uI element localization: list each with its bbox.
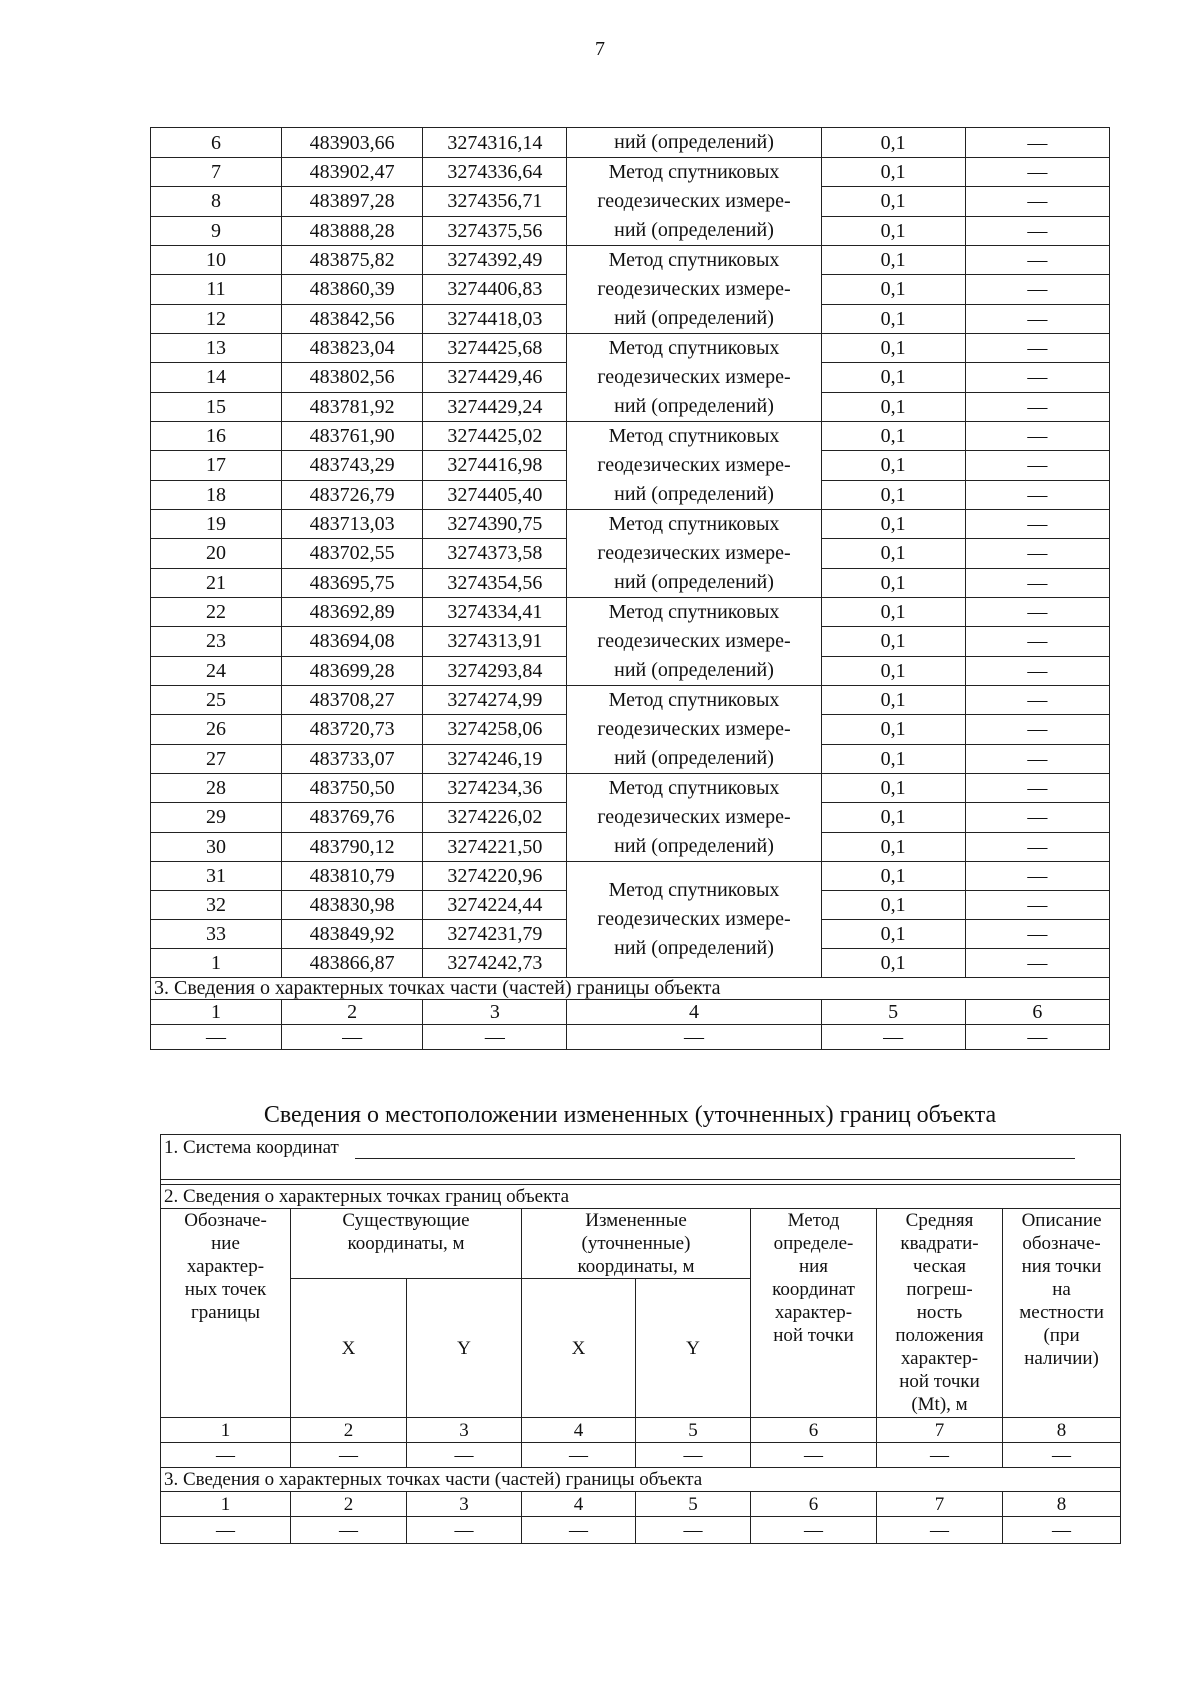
description: — bbox=[965, 949, 1109, 978]
method-line: Метод спутниковых bbox=[608, 601, 780, 623]
col-number: 7 bbox=[877, 1418, 1003, 1443]
mt-value: 0,1 bbox=[821, 598, 965, 627]
dash-row bbox=[161, 1443, 1121, 1468]
mt-value: 0,1 bbox=[821, 187, 965, 216]
dash-cell: — bbox=[291, 1443, 407, 1468]
col-number: 5 bbox=[636, 1492, 751, 1517]
mt-value: 0,1 bbox=[821, 686, 965, 715]
coord-y: 3274242,73 bbox=[423, 949, 567, 978]
col-number: 2 bbox=[282, 1000, 423, 1025]
point-number: 23 bbox=[151, 627, 282, 656]
point-number: 6 bbox=[151, 128, 282, 158]
description: — bbox=[965, 392, 1109, 421]
mt-value: 0,1 bbox=[821, 304, 965, 333]
method-line: геодезических измере- bbox=[597, 278, 791, 300]
description: — bbox=[965, 598, 1109, 627]
dash-cell: — bbox=[877, 1517, 1003, 1544]
description: — bbox=[965, 715, 1109, 744]
mt-value: 0,1 bbox=[821, 246, 965, 275]
coord-x: 483699,28 bbox=[282, 656, 423, 685]
coord-y: 3274336,64 bbox=[423, 158, 567, 187]
coord-y: 3274231,79 bbox=[423, 920, 567, 949]
description: — bbox=[965, 304, 1109, 333]
section3-numbers-row bbox=[161, 1492, 1121, 1517]
mt-value: 0,1 bbox=[821, 832, 965, 861]
header-mt: Средняя квадрати- ческая погреш- ность положения характер- ной точки (Mt), м bbox=[877, 1209, 1003, 1418]
mt-value: 0,1 bbox=[821, 363, 965, 392]
method-line: ний (определений) bbox=[614, 835, 774, 857]
header-changed-coordinates: Измененные (уточненные) координаты, м bbox=[522, 1209, 751, 1279]
section3-headers-row bbox=[151, 1000, 1110, 1025]
dash-cell: — bbox=[1003, 1517, 1121, 1544]
coord-y: 3274334,41 bbox=[423, 598, 567, 627]
mt-value: 0,1 bbox=[821, 774, 965, 803]
method-line: ний (определений) bbox=[614, 219, 774, 241]
coordinate-system-line bbox=[355, 1140, 1075, 1159]
page-number: 7 bbox=[595, 38, 605, 60]
mt-value: 0,1 bbox=[821, 656, 965, 685]
header-existing-coordinates: Существующие координаты, м bbox=[291, 1209, 522, 1279]
method-cell bbox=[567, 598, 821, 686]
method-cell bbox=[567, 686, 821, 774]
col-number: 3 bbox=[407, 1492, 522, 1517]
point-number: 9 bbox=[151, 216, 282, 245]
coord-x: 483692,89 bbox=[282, 598, 423, 627]
header-designation: Обозначе- ние характер- ных точек границы bbox=[161, 1209, 291, 1418]
coord-x: 483842,56 bbox=[282, 304, 423, 333]
coord-y: 3274226,02 bbox=[423, 803, 567, 832]
coord-y: 3274274,99 bbox=[423, 686, 567, 715]
dash-cell: — bbox=[636, 1443, 751, 1468]
coord-x: 483830,98 bbox=[282, 891, 423, 920]
dash-cell: — bbox=[751, 1443, 877, 1468]
col-number: 3 bbox=[423, 1000, 567, 1025]
method-cell bbox=[567, 510, 821, 598]
method-cell bbox=[567, 246, 821, 334]
col-number: 4 bbox=[522, 1418, 636, 1443]
dash-cell: — bbox=[161, 1517, 291, 1544]
col-number: 6 bbox=[751, 1418, 877, 1443]
point-number: 25 bbox=[151, 686, 282, 715]
method-cell bbox=[567, 422, 821, 510]
coord-x: 483694,08 bbox=[282, 627, 423, 656]
coord-x: 483810,79 bbox=[282, 862, 423, 891]
method-line: Метод спутниковых bbox=[608, 337, 780, 359]
coord-x: 483860,39 bbox=[282, 275, 423, 304]
coord-y: 3274221,50 bbox=[423, 832, 567, 861]
coord-y: 3274356,71 bbox=[423, 187, 567, 216]
mt-value: 0,1 bbox=[821, 451, 965, 480]
section3-dash-row bbox=[151, 1025, 1110, 1050]
mt-value: 0,1 bbox=[821, 422, 965, 451]
coordinate-system-cell bbox=[161, 1135, 1121, 1160]
method-line: ний (определений) bbox=[614, 307, 774, 329]
coord-x: 483708,27 bbox=[282, 686, 423, 715]
dash-cell: — bbox=[161, 1443, 291, 1468]
coord-x: 483702,55 bbox=[282, 539, 423, 568]
description: — bbox=[965, 246, 1109, 275]
point-number: 27 bbox=[151, 744, 282, 773]
dash-cell: — bbox=[965, 1025, 1109, 1050]
dash-cell: — bbox=[291, 1517, 407, 1544]
description: — bbox=[965, 334, 1109, 363]
point-number: 30 bbox=[151, 832, 282, 861]
description: — bbox=[965, 480, 1109, 509]
table-row bbox=[151, 334, 1110, 363]
dash-cell: — bbox=[407, 1443, 522, 1468]
dash-cell: — bbox=[423, 1025, 567, 1050]
coord-x: 483802,56 bbox=[282, 363, 423, 392]
coord-y: 3274429,46 bbox=[423, 363, 567, 392]
point-number: 20 bbox=[151, 539, 282, 568]
description: — bbox=[965, 451, 1109, 480]
description: — bbox=[965, 275, 1109, 304]
coord-y: 3274224,44 bbox=[423, 891, 567, 920]
method-line: Метод спутниковых bbox=[608, 161, 780, 183]
col-number: 1 bbox=[161, 1418, 291, 1443]
description: — bbox=[965, 774, 1109, 803]
point-number: 26 bbox=[151, 715, 282, 744]
dash-cell: — bbox=[1003, 1443, 1121, 1468]
table-row bbox=[151, 158, 1110, 187]
method-cell bbox=[567, 334, 821, 422]
description: — bbox=[965, 656, 1109, 685]
coord-x: 483750,50 bbox=[282, 774, 423, 803]
point-number: 21 bbox=[151, 568, 282, 597]
description: — bbox=[965, 539, 1109, 568]
method-cell bbox=[567, 128, 821, 158]
changed-boundaries-table bbox=[160, 1134, 1121, 1544]
coord-y: 3274293,84 bbox=[423, 656, 567, 685]
mt-value: 0,1 bbox=[821, 715, 965, 744]
coord-y: 3274392,49 bbox=[423, 246, 567, 275]
dash-cell: — bbox=[407, 1517, 522, 1544]
dash-cell: — bbox=[522, 1443, 636, 1468]
point-number: 18 bbox=[151, 480, 282, 509]
coord-x: 483720,73 bbox=[282, 715, 423, 744]
description: — bbox=[965, 187, 1109, 216]
description: — bbox=[965, 920, 1109, 949]
section3-title: 3. Сведения о характерных точках части (частей) границы объекта bbox=[151, 978, 1110, 1000]
header-changed-y: Y bbox=[636, 1279, 751, 1418]
table-row bbox=[151, 246, 1110, 275]
point-number: 11 bbox=[151, 275, 282, 304]
coord-x: 483761,90 bbox=[282, 422, 423, 451]
method-line: геодезических измере- bbox=[597, 190, 791, 212]
description: — bbox=[965, 422, 1109, 451]
mt-value: 0,1 bbox=[821, 568, 965, 597]
coord-y: 3274429,24 bbox=[423, 392, 567, 421]
coord-y: 3274406,83 bbox=[423, 275, 567, 304]
coord-y: 3274425,68 bbox=[423, 334, 567, 363]
point-number: 10 bbox=[151, 246, 282, 275]
table-row bbox=[151, 862, 1110, 891]
table-row bbox=[151, 422, 1110, 451]
method-line: Метод спутниковых bbox=[608, 425, 780, 447]
coord-y: 3274390,75 bbox=[423, 510, 567, 539]
col-number: 8 bbox=[1003, 1418, 1121, 1443]
col-number: 8 bbox=[1003, 1492, 1121, 1517]
mt-value: 0,1 bbox=[821, 158, 965, 187]
description: — bbox=[965, 158, 1109, 187]
coord-x: 483781,92 bbox=[282, 392, 423, 421]
method-line: ний (определений) bbox=[614, 571, 774, 593]
point-number: 14 bbox=[151, 363, 282, 392]
dash-cell: — bbox=[877, 1443, 1003, 1468]
mt-value: 0,1 bbox=[821, 480, 965, 509]
mt-value: 0,1 bbox=[821, 539, 965, 568]
coord-y: 3274405,40 bbox=[423, 480, 567, 509]
coord-y: 3274373,58 bbox=[423, 539, 567, 568]
mt-value: 0,1 bbox=[821, 891, 965, 920]
mt-value: 0,1 bbox=[821, 510, 965, 539]
coord-x: 483903,66 bbox=[282, 128, 423, 158]
header-method: Метод определе- ния координат характер- ной точки bbox=[751, 1209, 877, 1418]
header-description: Описание обозначе- ния точки на местности (при наличии) bbox=[1003, 1209, 1121, 1418]
description: — bbox=[965, 803, 1109, 832]
coord-y: 3274258,06 bbox=[423, 715, 567, 744]
coordinate-system-blank bbox=[161, 1159, 1121, 1180]
mt-value: 0,1 bbox=[821, 128, 965, 158]
col-numbers-row bbox=[161, 1418, 1121, 1443]
description: — bbox=[965, 686, 1109, 715]
point-number: 22 bbox=[151, 598, 282, 627]
coord-x: 483695,75 bbox=[282, 568, 423, 597]
col-number: 6 bbox=[965, 1000, 1109, 1025]
method-line: ний (определений) bbox=[614, 747, 774, 769]
col-number: 2 bbox=[291, 1418, 407, 1443]
coord-y: 3274418,03 bbox=[423, 304, 567, 333]
col-number: 3 bbox=[407, 1418, 522, 1443]
method-line: геодезических измере- bbox=[597, 454, 791, 476]
header-changed-x: X bbox=[522, 1279, 636, 1418]
description: — bbox=[965, 510, 1109, 539]
coord-y: 3274316,14 bbox=[423, 128, 567, 158]
mt-value: 0,1 bbox=[821, 216, 965, 245]
description: — bbox=[965, 128, 1109, 158]
point-number: 7 bbox=[151, 158, 282, 187]
point-number: 32 bbox=[151, 891, 282, 920]
col-number: 4 bbox=[522, 1492, 636, 1517]
col-number: 2 bbox=[291, 1492, 407, 1517]
coord-x: 483902,47 bbox=[282, 158, 423, 187]
description: — bbox=[965, 216, 1109, 245]
coord-x: 483875,82 bbox=[282, 246, 423, 275]
method-line: Метод спутниковых bbox=[608, 777, 780, 799]
coord-y: 3274246,19 bbox=[423, 744, 567, 773]
method-line: ний (определений) bbox=[614, 395, 774, 417]
mt-value: 0,1 bbox=[821, 627, 965, 656]
col-number: 7 bbox=[877, 1492, 1003, 1517]
method-cell bbox=[567, 158, 821, 246]
col-number: 5 bbox=[636, 1418, 751, 1443]
mt-value: 0,1 bbox=[821, 334, 965, 363]
mt-value: 0,1 bbox=[821, 803, 965, 832]
description: — bbox=[965, 891, 1109, 920]
mt-value: 0,1 bbox=[821, 744, 965, 773]
method-line: геодезических измере- bbox=[597, 630, 791, 652]
dash-cell: — bbox=[751, 1517, 877, 1544]
mt-value: 0,1 bbox=[821, 862, 965, 891]
description: — bbox=[965, 363, 1109, 392]
method-line: Метод спутниковых bbox=[608, 249, 780, 271]
col-number: 4 bbox=[567, 1000, 821, 1025]
section2-title: 2. Сведения о характерных точках границ объекта bbox=[161, 1185, 1121, 1209]
section3-row bbox=[151, 978, 1110, 1000]
method-line: геодезических измере- bbox=[597, 542, 791, 564]
dash-cell: — bbox=[151, 1025, 282, 1050]
coord-x: 483823,04 bbox=[282, 334, 423, 363]
coord-y: 3274375,56 bbox=[423, 216, 567, 245]
point-number: 13 bbox=[151, 334, 282, 363]
coord-y: 3274220,96 bbox=[423, 862, 567, 891]
point-number: 19 bbox=[151, 510, 282, 539]
col-number: 6 bbox=[751, 1492, 877, 1517]
col-number: 5 bbox=[821, 1000, 965, 1025]
point-number: 31 bbox=[151, 862, 282, 891]
point-number: 16 bbox=[151, 422, 282, 451]
point-number: 17 bbox=[151, 451, 282, 480]
point-number: 29 bbox=[151, 803, 282, 832]
section3-title: 3. Сведения о характерных точках части (частей) границы объекта bbox=[161, 1468, 1121, 1492]
coord-x: 483733,07 bbox=[282, 744, 423, 773]
method-line: Метод спутниковых bbox=[608, 879, 780, 901]
dash-cell: — bbox=[567, 1025, 821, 1050]
method-line: Метод спутниковых bbox=[608, 689, 780, 711]
dash-cell: — bbox=[282, 1025, 423, 1050]
section3-dash-row bbox=[161, 1517, 1121, 1544]
method-line: ний (определений) bbox=[614, 937, 774, 959]
mt-value: 0,1 bbox=[821, 949, 965, 978]
col-number: 1 bbox=[151, 1000, 282, 1025]
table-row bbox=[151, 128, 1110, 158]
coord-y: 3274354,56 bbox=[423, 568, 567, 597]
mt-value: 0,1 bbox=[821, 392, 965, 421]
point-number: 15 bbox=[151, 392, 282, 421]
method-cell bbox=[567, 862, 821, 978]
method-line: геодезических измере- bbox=[597, 806, 791, 828]
method-line: геодезических измере- bbox=[597, 366, 791, 388]
coord-x: 483897,28 bbox=[282, 187, 423, 216]
description: — bbox=[965, 627, 1109, 656]
method-line: геодезических измере- bbox=[597, 908, 791, 930]
section-title: Сведения о местоположении измененных (уточненных) границ объекта bbox=[263, 1102, 997, 1128]
point-number: 33 bbox=[151, 920, 282, 949]
coord-x: 483726,79 bbox=[282, 480, 423, 509]
coord-x: 483743,29 bbox=[282, 451, 423, 480]
boundary-points-table bbox=[150, 127, 1110, 1050]
method-line: ний (определений) bbox=[614, 483, 774, 505]
method-line: Метод спутниковых bbox=[608, 513, 780, 535]
mt-value: 0,1 bbox=[821, 920, 965, 949]
coord-y: 3274425,02 bbox=[423, 422, 567, 451]
point-number: 8 bbox=[151, 187, 282, 216]
coord-y: 3274416,98 bbox=[423, 451, 567, 480]
coord-y: 3274234,36 bbox=[423, 774, 567, 803]
coord-x: 483713,03 bbox=[282, 510, 423, 539]
method-cell bbox=[567, 774, 821, 862]
method-line: ний (определений) bbox=[614, 659, 774, 681]
coordinate-system-label: 1. Система координат bbox=[164, 1136, 339, 1158]
point-number: 12 bbox=[151, 304, 282, 333]
description: — bbox=[965, 862, 1109, 891]
table-row bbox=[151, 510, 1110, 539]
coord-x: 483888,28 bbox=[282, 216, 423, 245]
point-number: 24 bbox=[151, 656, 282, 685]
dash-cell: — bbox=[522, 1517, 636, 1544]
header-existing-x: X bbox=[291, 1279, 407, 1418]
dash-cell: — bbox=[636, 1517, 751, 1544]
dash-cell: — bbox=[821, 1025, 965, 1050]
coord-x: 483866,87 bbox=[282, 949, 423, 978]
coord-x: 483769,76 bbox=[282, 803, 423, 832]
description: — bbox=[965, 744, 1109, 773]
description: — bbox=[965, 568, 1109, 597]
coord-x: 483849,92 bbox=[282, 920, 423, 949]
coord-y: 3274313,91 bbox=[423, 627, 567, 656]
table-row bbox=[151, 686, 1110, 715]
col-number: 1 bbox=[161, 1492, 291, 1517]
point-number: 1 bbox=[151, 949, 282, 978]
mt-value: 0,1 bbox=[821, 275, 965, 304]
header-existing-y: Y bbox=[407, 1279, 522, 1418]
coord-x: 483790,12 bbox=[282, 832, 423, 861]
table-row bbox=[151, 774, 1110, 803]
method-line: ний (определений) bbox=[614, 131, 774, 153]
point-number: 28 bbox=[151, 774, 282, 803]
table-row bbox=[151, 598, 1110, 627]
method-line: геодезических измере- bbox=[597, 718, 791, 740]
description: — bbox=[965, 832, 1109, 861]
